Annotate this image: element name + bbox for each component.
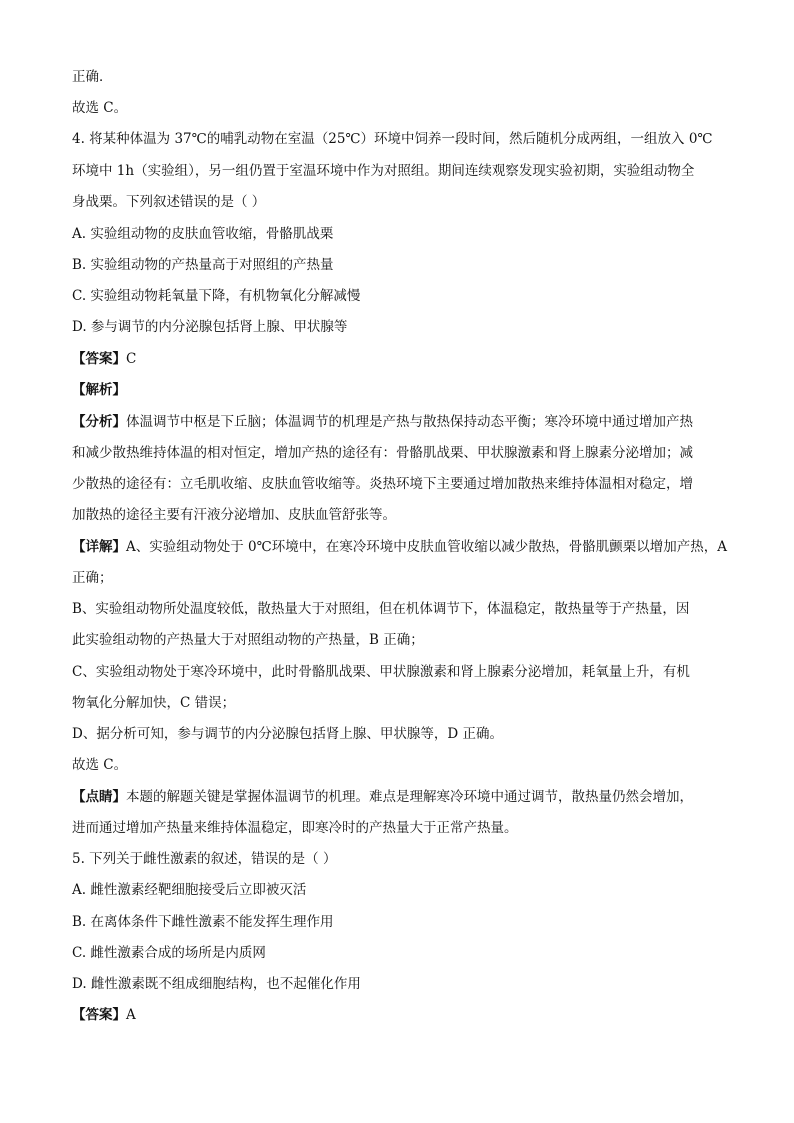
option-b: B. 实验组动物的产热量高于对照组的产热量 (72, 257, 334, 273)
comment-text: 进而通过增加产热量来维持体温稳定，即寒冷时的产热量大于正常产热量。 (72, 820, 518, 836)
detail-text: 正确； (72, 570, 113, 586)
question-4-stem: 4. 将某种体温为 37℃的哺乳动物在室温（25℃）环境中饲养一段时间，然后随机分成两组，一组放入 0℃ (72, 131, 713, 147)
text-line: 正确． (72, 69, 113, 85)
comment-tag: 【点睛】 (72, 789, 126, 805)
question-4-stem: 身战栗。下列叙述错误的是（ ） (72, 194, 266, 210)
detail-text: B、实验组动物所处温度较低，散热量大于对照组，但在机体调节下，体温稳定，散热量等于产热量，因 (72, 601, 690, 617)
option-c: C. 实验组动物耗氧量下降，有机物氧化分解减慢 (72, 288, 361, 304)
analysis-tag: 【解析】 (72, 382, 126, 398)
analysis-heading (72, 381, 126, 399)
text-line: 故选 C。 (72, 100, 128, 116)
detail-text: 物氧化分解加快，C 错误； (72, 695, 236, 711)
question-4-stem: 环境中 1h（实验组），另一组仍置于室温环境中作为对照组。期间连续观察发现实验初期，实验组动物全 (72, 163, 695, 179)
detail-text: C、实验组动物处于寒冷环境中，此时骨骼肌战栗、甲状腺激素和肾上腺素分泌增加，耗氧量上升，有机 (72, 664, 690, 680)
option-a: A. 实验组动物的皮肤血管收缩，骨骼肌战栗 (72, 226, 334, 242)
option-c: C. 雌性激素合成的场所是内质网 (72, 945, 266, 961)
answer-line (72, 1006, 136, 1024)
comment-text: 本题的解题关键是掌握体温调节的机理。难点是理解寒冷环境中通过调节，散热量仍然会增加， (126, 789, 693, 805)
detail-tag: 【详解】 (72, 539, 126, 555)
answer-value: A (126, 1007, 136, 1023)
answer-line (72, 350, 136, 368)
option-a: A. 雌性激素经靶细胞接受后立即被灭活 (72, 882, 307, 898)
analysis-text: 少散热的途径有：立毛肌收缩、皮肤血管收缩等。炎热环境下主要通过增加散热来维持体温相对稳定，增 (72, 476, 693, 492)
answer-tag: 【答案】 (72, 351, 126, 367)
text-line: 故选 C。 (72, 757, 128, 773)
question-5-stem: 5. 下列关于雌性激素的叙述，错误的是（ ） (72, 851, 337, 867)
answer-value: C (126, 351, 137, 367)
option-d: D. 参与调节的内分泌腺包括肾上腺、甲状腺等 (72, 319, 348, 335)
analysis-text: 和减少散热维持体温的相对恒定，增加产热的途径有：骨骼肌战栗、甲状腺激素和肾上腺素分泌增加；减 (72, 445, 693, 461)
option-d: D. 雌性激素既不组成细胞结构，也不起催化作用 (72, 976, 361, 992)
detail-text: A、实验组动物处于 0℃环境中，在寒冷环境中皮肤血管收缩以减少散热，骨骼肌颤栗以增加产热，A (126, 539, 727, 555)
answer-tag: 【答案】 (72, 1007, 126, 1023)
comment-line (72, 788, 693, 806)
analysis-line (72, 413, 693, 431)
analysis-text: 加散热的途径主要有汗液分泌增加、皮肤血管舒张等。 (72, 507, 396, 523)
detail-text: D、据分析可知，参与调节的内分泌腺包括肾上腺、甲状腺等，D 正确。 (72, 726, 503, 742)
analysis-text: 体温调节中枢是下丘脑；体温调节的机理是产热与散热保持动态平衡；寒冷环境中通过增加产热 (126, 414, 693, 430)
analysis-sub-tag: 【分析】 (72, 414, 126, 430)
detail-line (72, 538, 727, 556)
option-b: B. 在离体条件下雌性激素不能发挥生理作用 (72, 914, 334, 930)
detail-text: 此实验组动物的产热量大于对照组动物的产热量，B 正确； (72, 632, 424, 648)
